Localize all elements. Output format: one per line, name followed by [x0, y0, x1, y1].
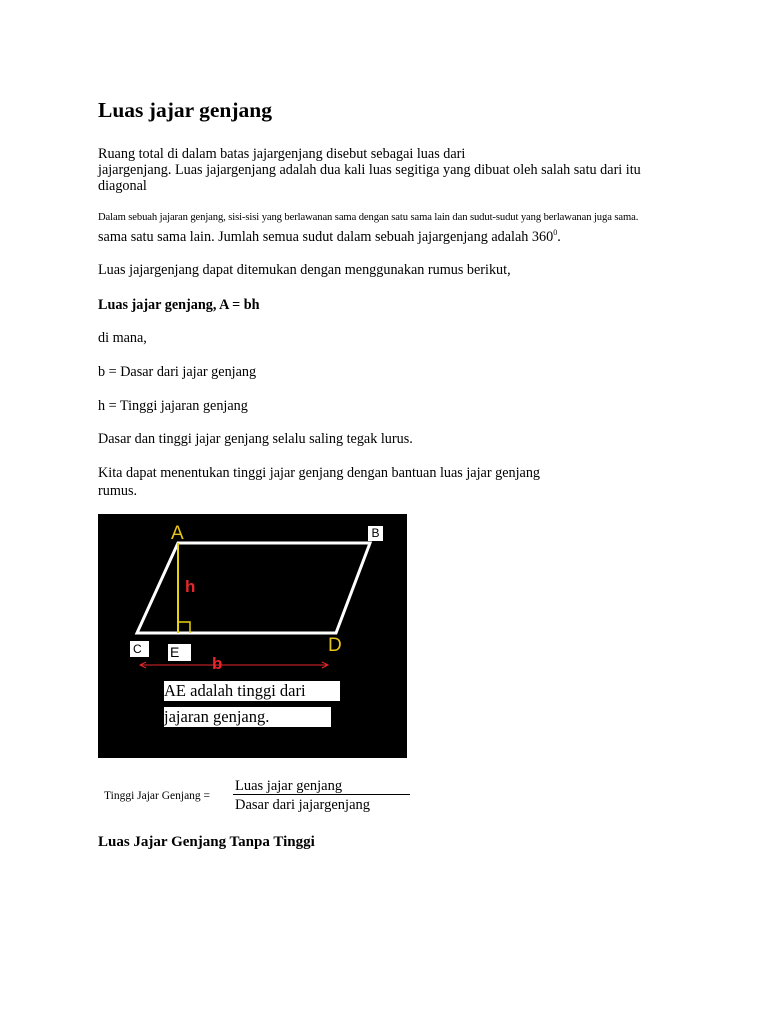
- paragraph-perpendicular: Dasar dan tinggi jajar genjang selalu saling tegak lurus.: [98, 431, 413, 447]
- height-formula: [104, 777, 424, 817]
- area-formula: Luas jajar genjang, A = bh: [98, 297, 260, 313]
- paragraph-definition-line-3: diagonal: [98, 178, 147, 194]
- right-angle-marker: [178, 622, 190, 633]
- figure-caption-line-2: jajaran genjang.: [164, 707, 331, 727]
- paragraph-height-intro-line-2: rumus.: [98, 483, 138, 499]
- definition-h: h = Tinggi jajaran genjang: [98, 398, 248, 414]
- paragraph-angles-period: .: [557, 229, 561, 245]
- page-title: Luas jajar genjang: [98, 98, 273, 122]
- height-formula-denominator: Dasar dari jajargenjang: [235, 797, 371, 813]
- paragraph-height-intro-line-1: Kita dapat menentukan tinggi jajar genjang dengan bantuan luas jajar genjang: [98, 465, 541, 481]
- height-label-h: h: [185, 577, 196, 596]
- vertex-label-a: A: [171, 523, 184, 544]
- definition-b: b = Dasar dari jajar genjang: [98, 364, 257, 380]
- vertex-label-e: E: [168, 644, 191, 661]
- vertex-label-d: D: [328, 635, 342, 656]
- paragraph-definition-line-1: Ruang total di dalam batas jajargenjang disebut sebagai luas dari: [98, 146, 466, 162]
- fraction-bar: [233, 794, 410, 795]
- vertex-label-b: B: [368, 526, 383, 541]
- base-label-b: b: [212, 654, 223, 673]
- where-label: di mana,: [98, 330, 147, 346]
- vertex-label-c: C: [130, 641, 149, 657]
- paragraph-angles: [98, 229, 561, 246]
- parallelogram-shape: [137, 543, 370, 633]
- parallelogram-figure: [98, 514, 407, 758]
- paragraph-angles-text: sama satu sama lain. Jumlah semua sudut dalam sebuah jajargenjang adalah 360: [98, 229, 554, 245]
- height-formula-lhs: Tinggi Jajar Genjang =: [104, 790, 211, 802]
- degree-superscript: 0: [553, 228, 558, 237]
- paragraph-properties-small: Dalam sebuah jajaran genjang, sisi-sisi yang berlawanan sama dengan satu sama lain dan sudut-sudut yang berlawanan juga sama.: [98, 212, 639, 223]
- height-formula-numerator: Luas jajar genjang: [235, 778, 343, 794]
- section-subtitle: Luas Jajar Genjang Tanpa Tinggi: [98, 834, 315, 850]
- figure-caption-line-1: AE adalah tinggi dari: [164, 681, 340, 701]
- paragraph-definition-line-2: jajargenjang. Luas jajargenjang adalah dua kali luas segitiga yang dibuat oleh salah satu dari itu: [98, 162, 641, 178]
- paragraph-formula-intro: Luas jajargenjang dapat ditemukan dengan menggunakan rumus berikut,: [98, 262, 511, 278]
